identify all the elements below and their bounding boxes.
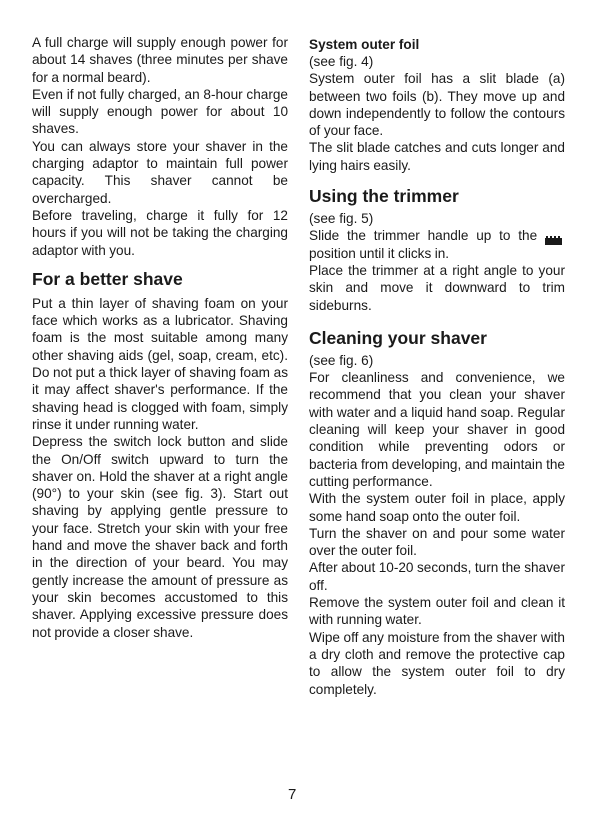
trimmer-paragraph: Place the trimmer at a right angle to your skin and move it downward to trim sideburns. [309,262,565,313]
page-number: 7 [288,786,297,803]
cleaning-heading: Cleaning your shaver [309,327,487,348]
cleaning-paragraph-6: Wipe off any moisture from the shaver with a dry cloth and remove the protective cap to allow the system outer foil to dry completely. [309,629,565,697]
cleaning-paragraph-3: Turn the shaver on and pour some water over the outer foil. [309,525,565,559]
right-column [309,36,565,698]
trimmer-position-icon [545,232,562,241]
charge-paragraph-4: Before traveling, charge it fully for 12 hours if you will not be taking the charging adaptor with you. [32,207,288,258]
charge-paragraph-1: A full charge will supply enough power for about 14 shaves (three minutes per shave for a normal beard). [32,35,288,85]
system-outer-foil-paragraph-2: The slit blade catches and cuts longer and lying hairs easily. [309,140,565,173]
cleaning-paragraph-4: After about 10-20 seconds, turn the shaver off. [309,560,565,593]
system-outer-foil-fig-ref: (see fig. 4) [309,54,374,69]
trimmer-section [309,186,565,314]
charge-paragraph-2: Even if not fully charged, an 8-hour charge will supply enough power for about 10 shaves. [32,86,288,137]
left-column [32,34,288,641]
charge-paragraph-3: You can always store your shaver in the charging adaptor to maintain full power capacity. This shaver cannot be overcharged. [32,138,288,206]
trimmer-heading: Using the trimmer [309,186,459,207]
system-outer-foil-section [309,36,565,174]
better-shave-heading: For a better shave [32,268,183,289]
cleaning-section [309,328,565,698]
trimmer-slide-text-before: Slide the trimmer handle up to the [309,228,538,244]
trimmer-slide-text-after: position until it clicks in. [309,245,450,261]
system-outer-foil-paragraph-1: System outer foil has a slit blade (a) between two foils (b). They move up and down independently to follow the contours of your face. [309,71,565,139]
trimmer-fig-ref: (see fig. 5) [309,211,374,227]
better-shave-paragraph-1: Put a thin layer of shaving foam on your face which works as a lubricator. Shaving foam is the most suitable among many other shaving aids (gel, soap, cream, etc). Do not put a thick layer of shaving foam as it may affect shaver's performance. If the shaving head is clogged with foam, simply rinse it under running water. [32,295,288,432]
trimmer-slide-paragraph [309,227,565,262]
cleaning-paragraph-5: Remove the system outer foil and clean it with running water. [309,595,565,628]
cleaning-fig-ref: (see fig. 6) [309,352,374,368]
cleaning-paragraph-2: With the system outer foil in place, apply some hand soap onto the outer foil. [309,491,565,524]
system-outer-foil-heading: System outer foil [309,37,420,52]
better-shave-paragraph-2: Depress the switch lock button and slide the On/Off switch upward to turn the shaver on. Hold the shaver at a right angle (90°) to your skin (see fig. 3). Start out shaving by applying gentle pressure to your face. Stretch your skin with your free hand and move the shaver back and forth in the direction of your beard. You may gently increase the amount of pressure as your skin becomes accustomed to this shaver. Applying excessive pressure does not provide a closer shave. [32,434,288,640]
cleaning-paragraph-1: For cleanliness and convenience, we recommend that you clean your shaver with water and a liquid hand soap. Regular cleaning will keep your shaver in good condition while preventing odors or bacteria from developing, and maintain the cutting performance. [309,370,565,489]
